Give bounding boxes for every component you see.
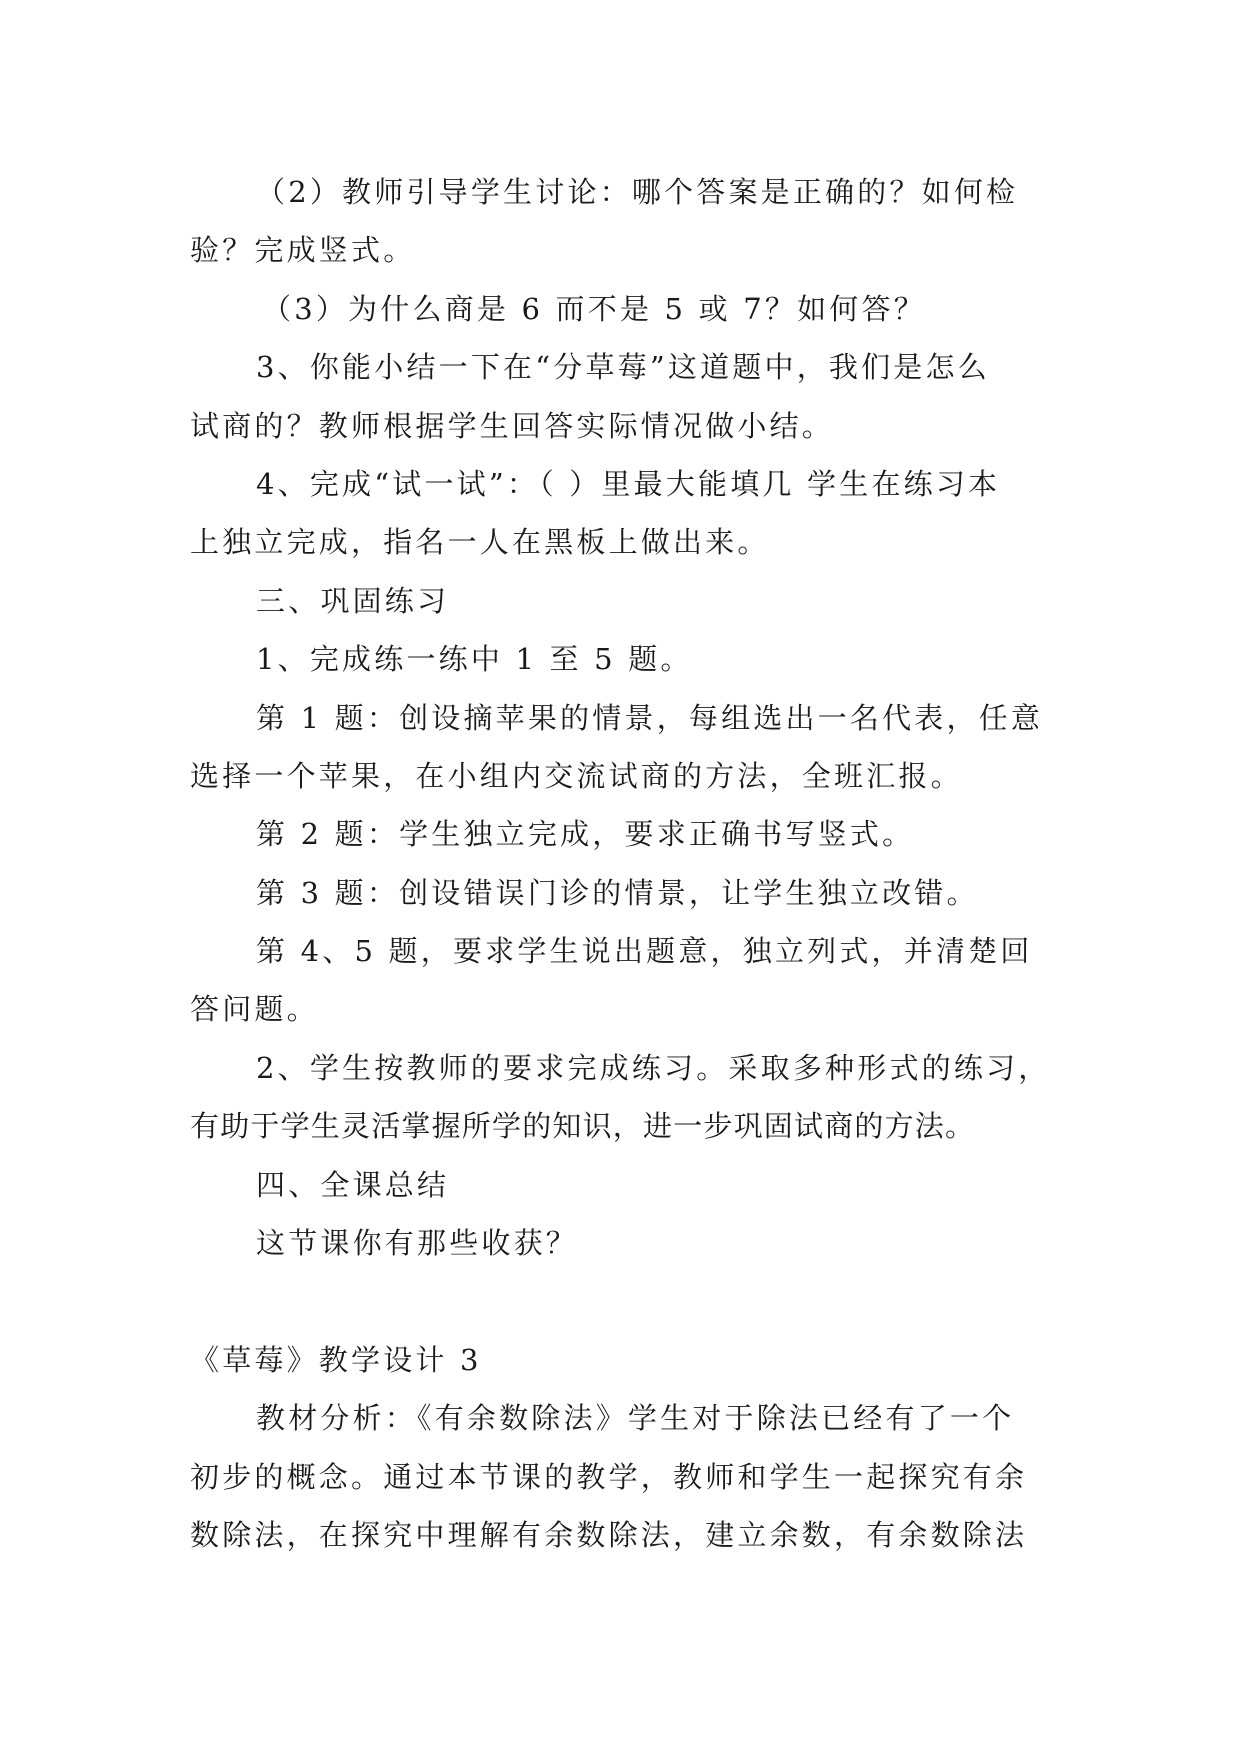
paragraph-line: 有助于学生灵活掌握所学的知识，进一步巩固试商的方法。 (190, 1109, 976, 1144)
paragraph-line: 1、完成练一练中 1 至 5 题。 (256, 642, 693, 677)
paragraph-line: 上独立完成，指名一人在黑板上做出来。 (190, 525, 770, 560)
paragraph-line: （3）为什么商是 6 而不是 5 或 7？如何答？ (262, 291, 926, 326)
paragraph-line: 验？完成竖式。 (190, 233, 416, 268)
paragraph-line: 3、你能小结一下在“分草莓”这道题中，我们是怎么 (256, 350, 990, 385)
paragraph-line: 4、完成“试一试”：（ ）里最大能填几 学生在练习本 (256, 466, 1001, 501)
paragraph-line: 选择一个苹果，在小组内交流试商的方法，全班汇报。 (190, 758, 963, 793)
paragraph-line: 数除法，在探究中理解有余数除法，建立余数，有余数除法 (190, 1517, 1028, 1552)
section-heading: 四、全课总结 (256, 1167, 450, 1202)
paragraph-line: 初步的概念。通过本节课的教学，教师和学生一起探究有余 (190, 1459, 1028, 1494)
paragraph-line: 第 4、5 题，要求学生说出题意，独立列式，并清楚回 (256, 934, 1033, 969)
document-body (190, 163, 1070, 1564)
paragraph-line: （2）教师引导学生讨论：哪个答案是正确的？如何检 (256, 175, 1019, 209)
paragraph-line: 试商的？教师根据学生回答实际情况做小结。 (190, 408, 835, 443)
section-heading: 三、巩固练习 (256, 583, 450, 618)
paragraph-line: 这节课你有那些收获？ (256, 1226, 579, 1261)
blank-spacer (190, 1272, 1070, 1330)
document-title: 《草莓》教学设计 3 (190, 1342, 482, 1377)
paragraph-line: 答问题。 (190, 992, 319, 1027)
paragraph-line: 第 1 题：创设摘苹果的情景，每组选出一名代表，任意 (256, 700, 1044, 735)
paragraph-line: 2、学生按教师的要求完成练习。采取多种形式的练习， (256, 1050, 1051, 1085)
paragraph-line: 教材分析：《有余数除法》学生对于除法已经有了一个 (256, 1401, 1015, 1436)
paragraph-line: 第 3 题：创设错误门诊的情景，让学生独立改错。 (256, 875, 979, 910)
paragraph-line: 第 2 题：学生独立完成，要求正确书写竖式。 (256, 817, 915, 852)
